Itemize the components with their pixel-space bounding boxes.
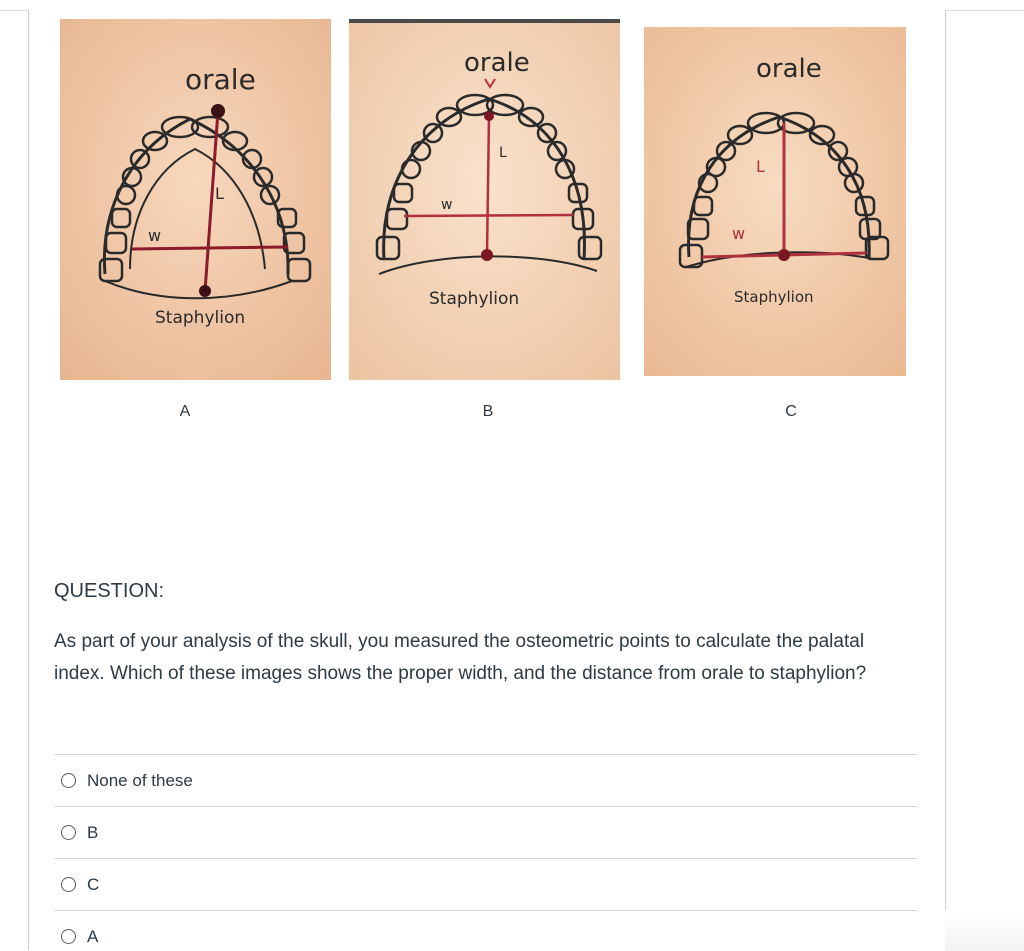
width-mark: w [148, 226, 162, 245]
image-caption-a: A [179, 403, 191, 420]
answer-label: A [87, 926, 99, 946]
answer-option-none[interactable] [54, 754, 917, 806]
image-caption-c: C [785, 403, 797, 420]
palate-drawing-c [644, 27, 906, 376]
width-mark: w [732, 224, 746, 243]
answer-label: B [87, 822, 99, 842]
staphylion-label: Staphylion [734, 288, 814, 306]
orale-label: orale [464, 48, 530, 78]
orale-label: orale [185, 63, 256, 96]
orale-label: orale [756, 54, 822, 84]
radio-button[interactable] [61, 825, 76, 840]
answer-label: C [87, 874, 100, 894]
image-caption-b: B [482, 403, 494, 420]
staphylion-label: Staphylion [429, 289, 520, 309]
page-gutter [945, 910, 1024, 951]
length-mark: L [756, 157, 765, 176]
length-mark: L [499, 145, 507, 161]
width-mark: w [441, 197, 453, 213]
radio-button[interactable] [61, 877, 76, 892]
answer-label: None of these [87, 770, 193, 790]
answer-option-b[interactable] [54, 806, 917, 858]
staphylion-label: Staphylion [155, 308, 246, 328]
palate-drawing-a [60, 19, 331, 380]
palate-drawing-b [349, 19, 620, 380]
question-heading: QUESTION: [54, 580, 165, 602]
radio-button[interactable] [61, 929, 76, 944]
answer-list [54, 754, 917, 951]
question-text: As part of your analysis of the skull, you measured the osteometric points to calculate the palatal index. Which of these images shows the proper width, and the distance from orale to staphylion? [54, 631, 867, 684]
answer-option-c[interactable] [54, 858, 917, 910]
answer-option-a[interactable] [54, 910, 917, 951]
length-mark: L [215, 184, 224, 203]
radio-button[interactable] [61, 773, 76, 788]
